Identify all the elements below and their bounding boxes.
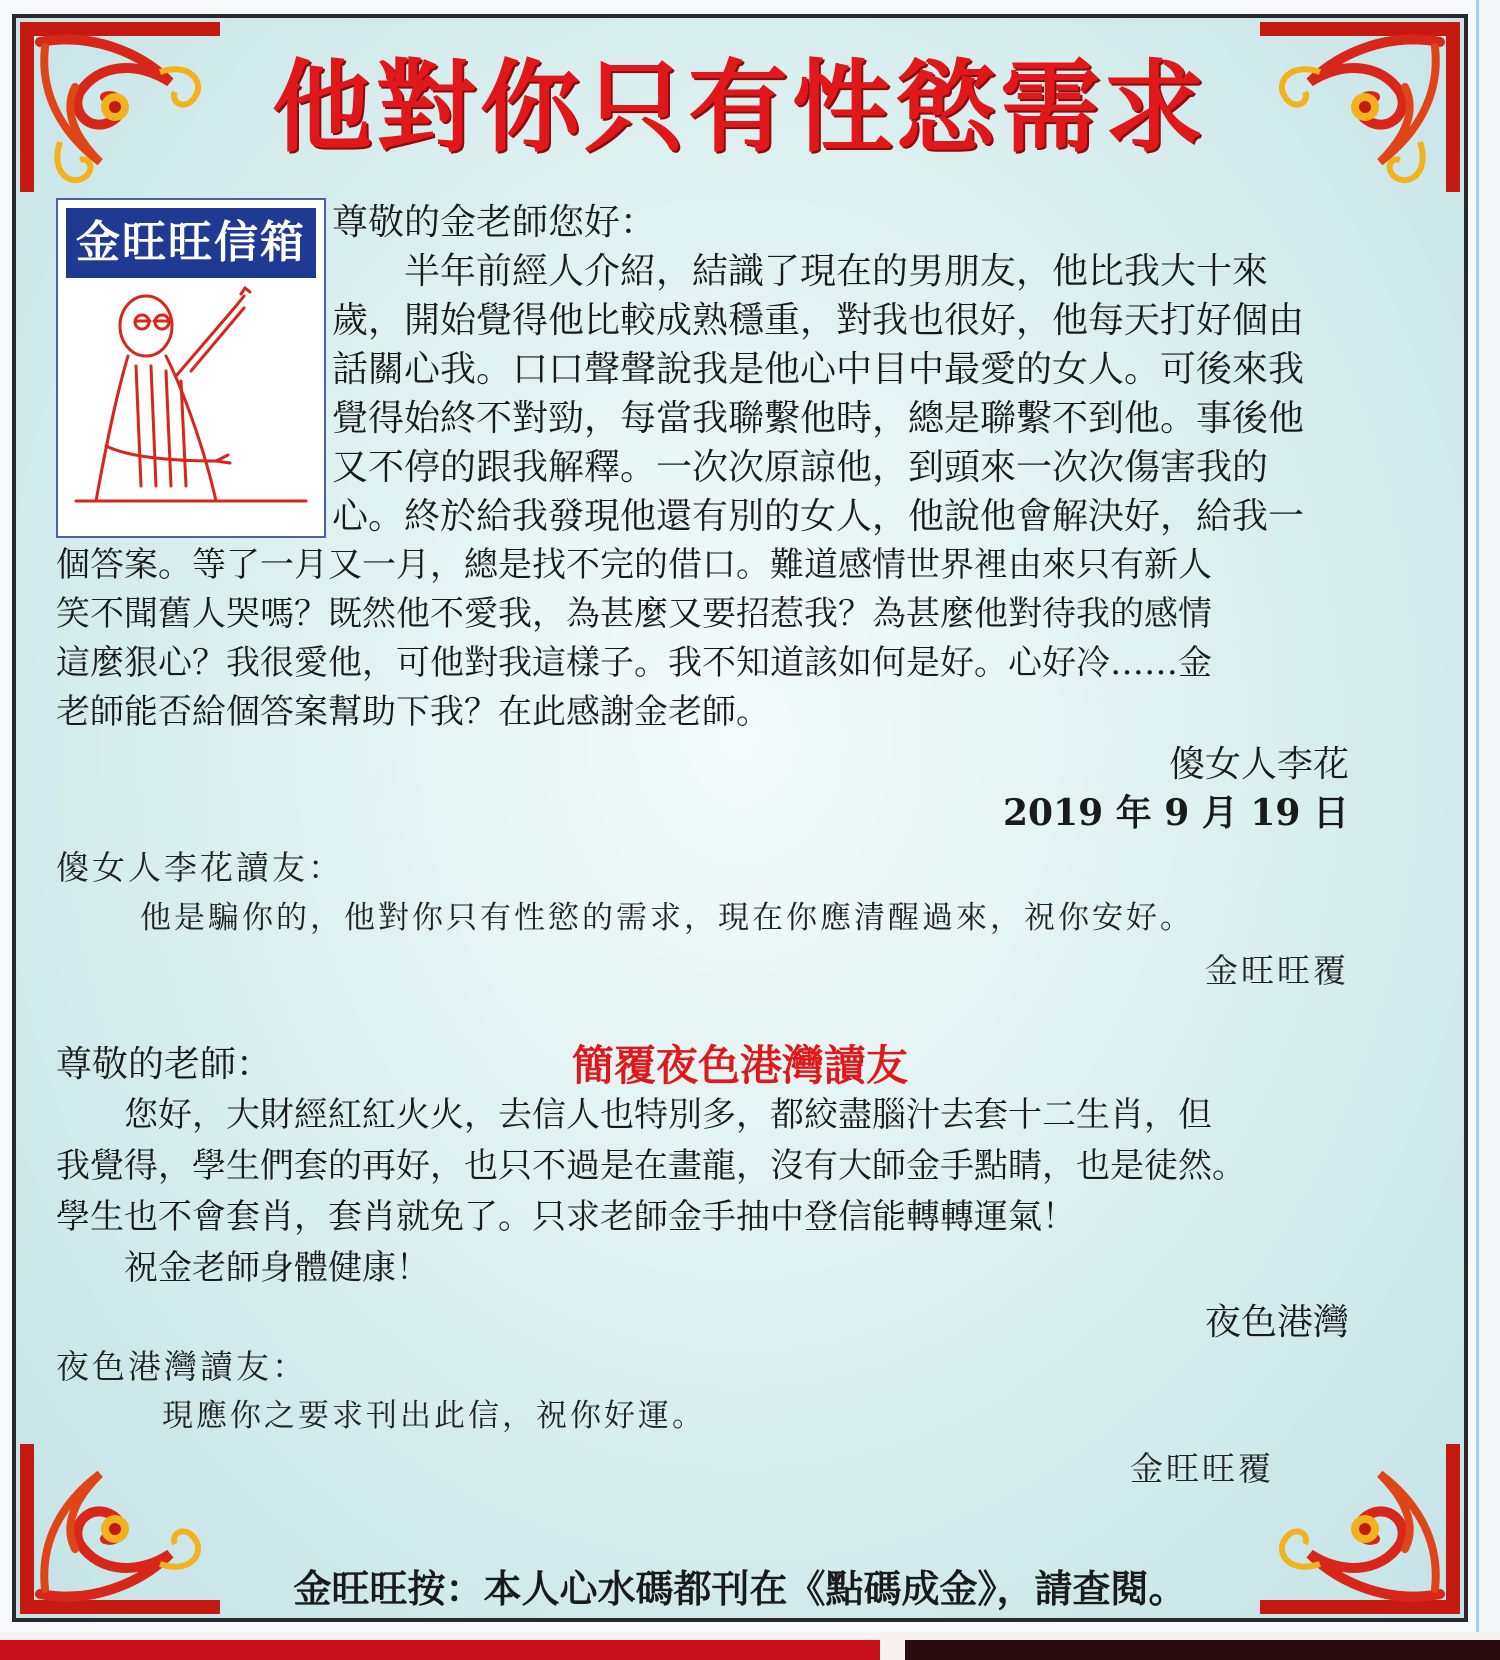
column-badge-label: 金旺旺信箱 bbox=[66, 208, 316, 278]
letter1-line: 半年前經人介紹，結識了現在的男朋友，他比我大十來 bbox=[332, 251, 1269, 292]
letter1-line: 個答案。等了一月又一月，總是找不完的借口。難道感情世界裡由來只有新人 bbox=[56, 545, 1212, 585]
letter1-line: 這麼狠心？我很愛他，可他對我這樣子。我不知道該如何是好。心好冷……金 bbox=[56, 643, 1212, 683]
letter1-line: 笑不聞舊人哭嗎？既然他不愛我，為甚麼又要招惹我？為甚麼他對待我的感情 bbox=[56, 594, 1212, 634]
letter1-signature: 傻女人李花 bbox=[1168, 744, 1349, 785]
letter1-line: 心。終於給我發現他還有別的女人，他說他會解決好，給我一 bbox=[332, 496, 1305, 537]
letter1-salutation: 尊敬的金老師您好： bbox=[332, 202, 657, 243]
dark-band bbox=[905, 1640, 1500, 1660]
next-article-strip bbox=[0, 1632, 1500, 1660]
reply2-salutation: 夜色港灣讀友： bbox=[56, 1347, 308, 1386]
red-band bbox=[0, 1640, 880, 1660]
headline: 他對你只有性慾需求 bbox=[272, 49, 1208, 166]
letter1-date: 2019 年 9 月 19 日 bbox=[1002, 792, 1349, 834]
page-edge bbox=[1476, 0, 1500, 1632]
reply2-body: 現應你之要求刊出此信，祝你好運。 bbox=[162, 1398, 706, 1434]
letter1-line: 老師能否給個答案幫助下我？在此感謝金老師。 bbox=[56, 692, 770, 732]
column-badge bbox=[56, 198, 326, 538]
letter1-line: 覺得始終不對勁，每當我聯繫他時，總是聯繫不到他。事後他 bbox=[332, 398, 1305, 439]
letter1-line: 話關心我。口口聲聲說我是他心中目中最愛的女人。可後來我 bbox=[332, 349, 1305, 390]
letter1-line: 又不停的跟我解釋。一次次原諒他，到頭來一次次傷害我的 bbox=[332, 447, 1269, 488]
letter2-signature: 夜色港灣 bbox=[1204, 1302, 1349, 1343]
letter1-line: 歲，開始覺得他比較成熟穩重，對我也很好，他每天打好個由 bbox=[332, 300, 1305, 341]
reply1-salutation: 傻女人李花讀友： bbox=[56, 848, 344, 887]
letter2-salutation: 尊敬的老師： bbox=[56, 1044, 273, 1085]
letter2-line: 學生也不會套肖，套肖就免了。只求老師金手抽中登信能轉轉運氣！ bbox=[56, 1197, 1076, 1237]
letter2-line: 我覺得，學生們套的再好，也只不過是在畫龍，沒有大師金手點睛，也是徒然。 bbox=[56, 1146, 1246, 1186]
article-frame bbox=[12, 14, 1468, 1622]
footer-note: 金旺旺按：本人心水碼都刊在《點碼成金》，請查閱。 bbox=[293, 1567, 1187, 1611]
letter2-line: 祝金老師身體健康！ bbox=[56, 1248, 430, 1288]
section-subhead: 簡覆夜色港灣讀友 bbox=[571, 1041, 908, 1090]
reply1-signature: 金旺旺覆 bbox=[1205, 951, 1349, 990]
teacher-illustration bbox=[66, 286, 316, 530]
letter2-line: 您好，大財經紅紅火火，去信人也特別多，都絞盡腦汁去套十二生肖，但 bbox=[56, 1095, 1212, 1135]
reply1-body: 他是騙你的，他對你只有性慾的需求，現在你應清醒過來，祝你安好。 bbox=[140, 900, 1194, 936]
reply2-signature: 金旺旺覆 bbox=[1130, 1449, 1274, 1488]
